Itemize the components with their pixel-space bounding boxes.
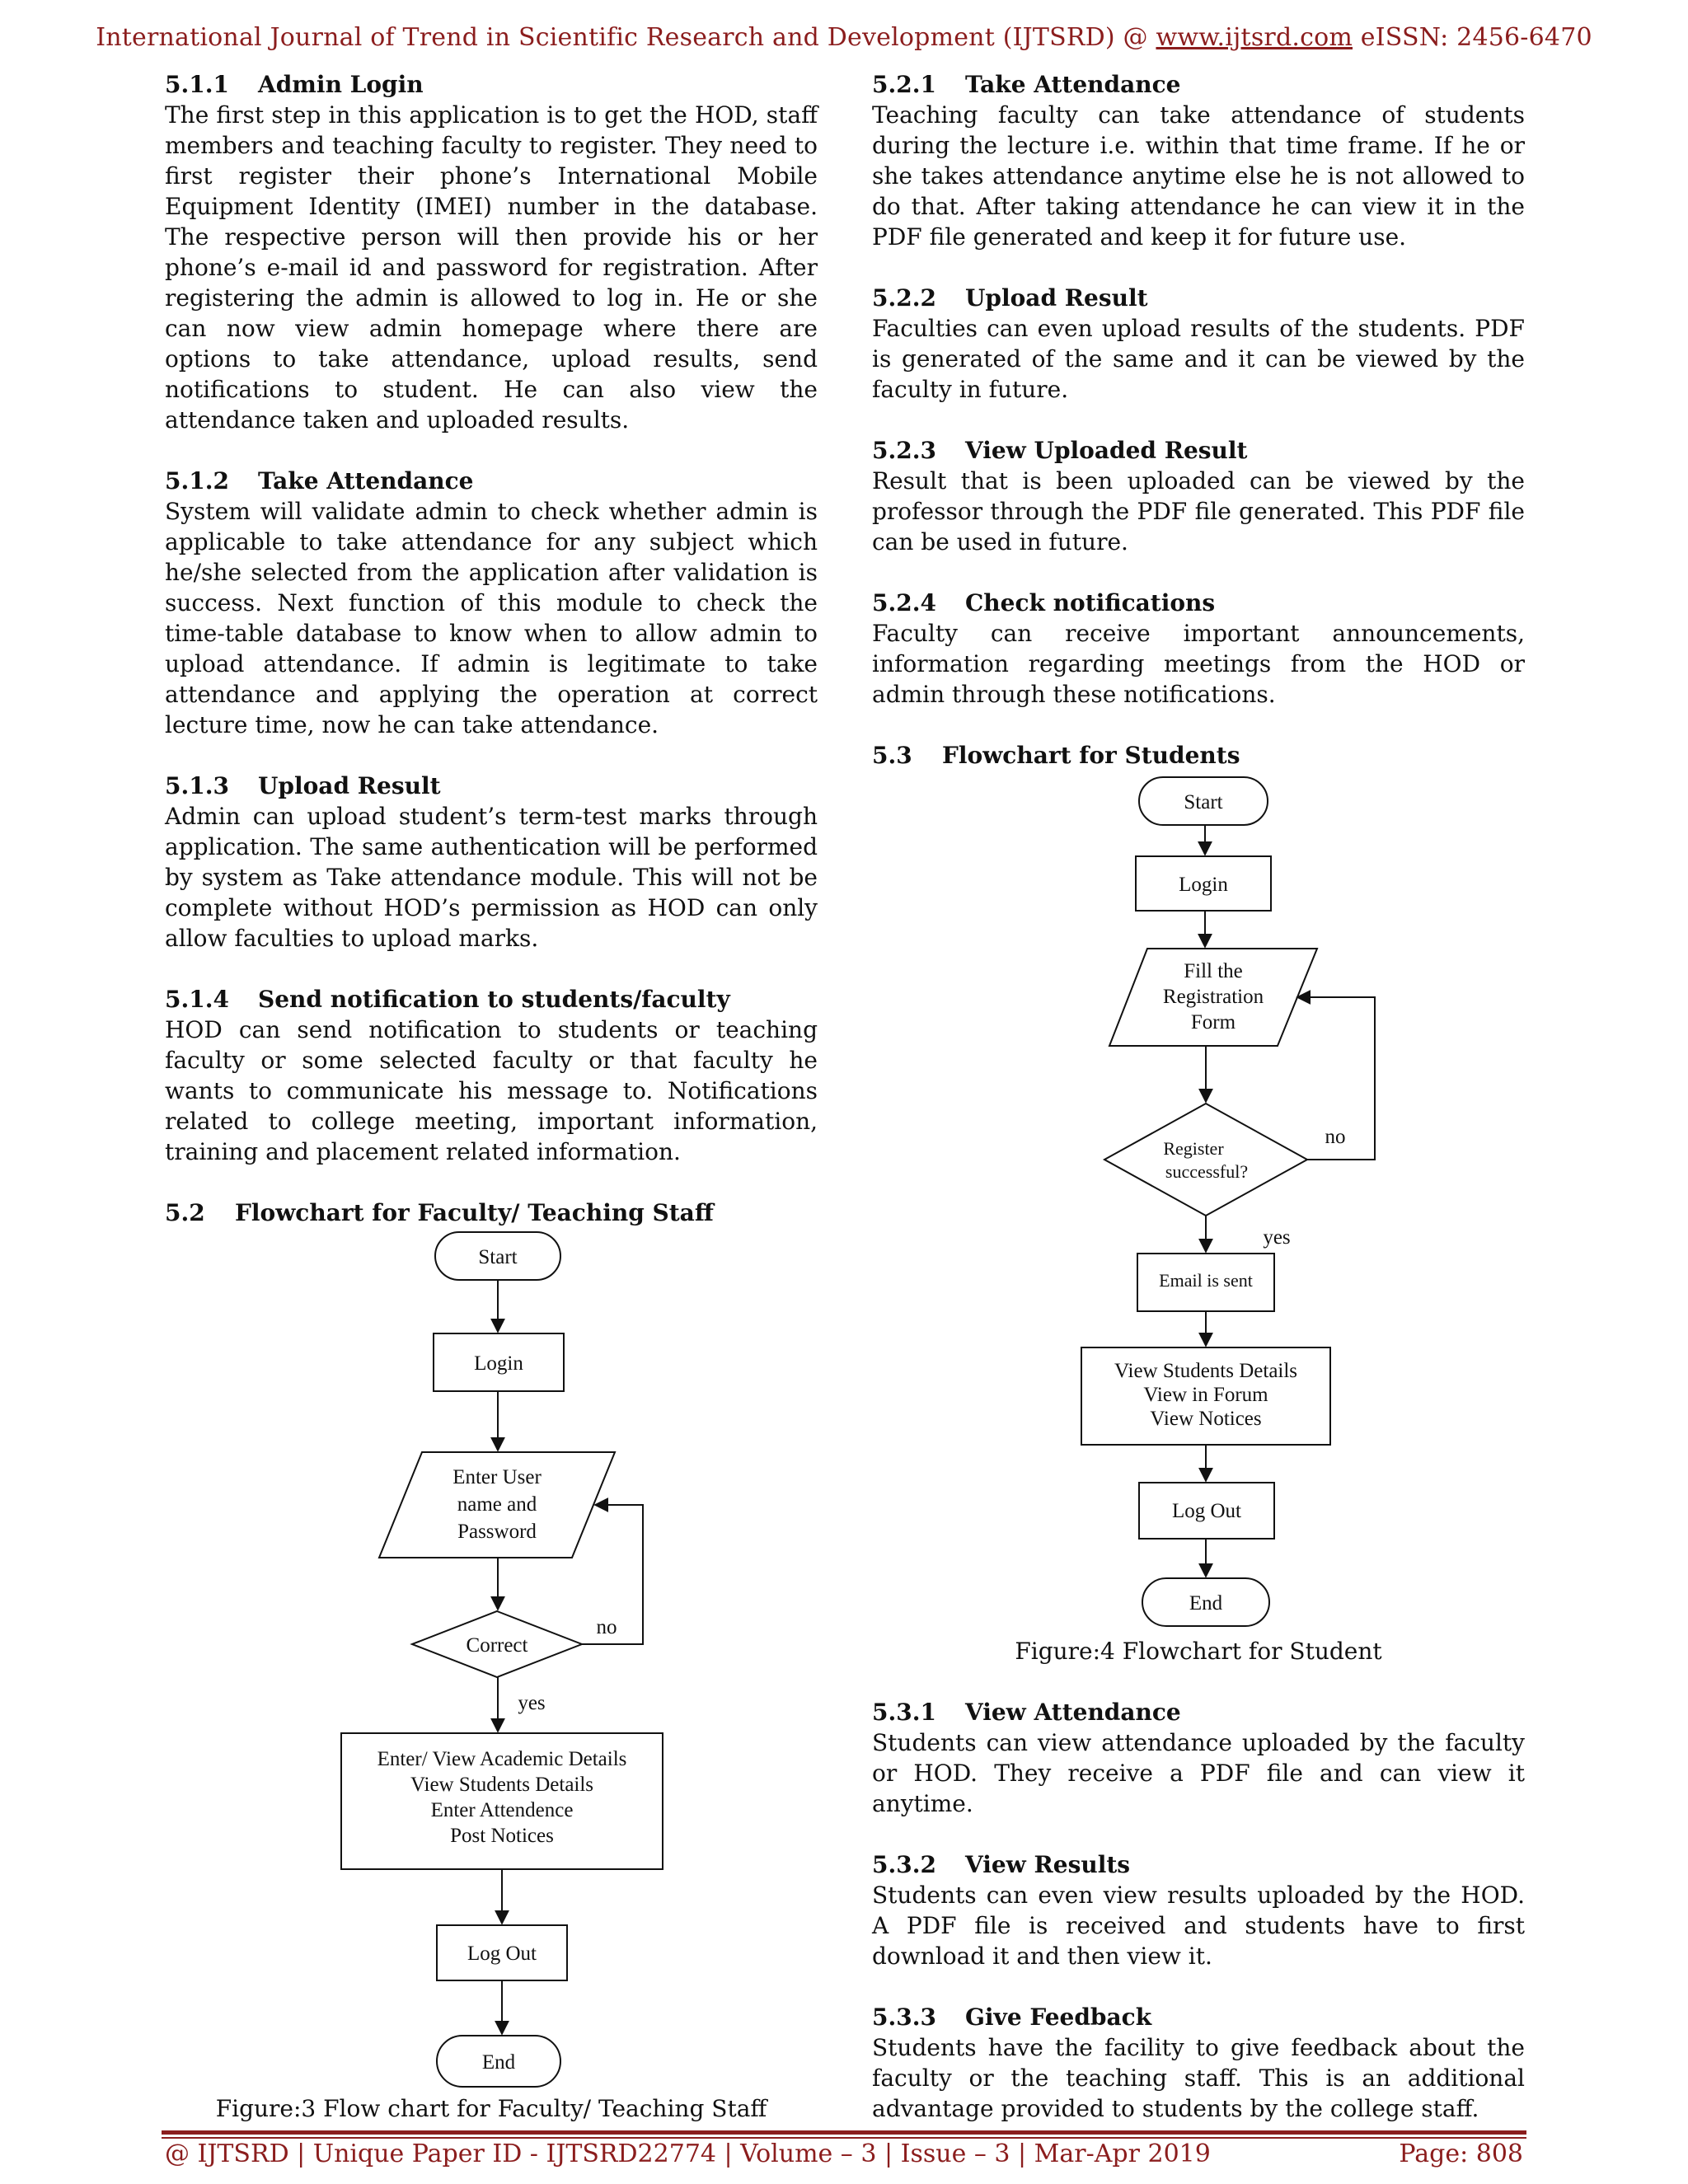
section-number: 5.1.3	[165, 772, 229, 799]
header-prefix: International Journal of Trend in Scientific Research and Development (IJTSRD) @	[96, 23, 1156, 52]
actions-label-line1: View Students Details	[1114, 1360, 1298, 1382]
section-heading	[165, 771, 818, 801]
decision-label-line2: successful?	[1165, 1161, 1249, 1182]
section-heading	[872, 588, 1525, 618]
student-flowchart-figure	[872, 771, 1525, 1636]
section-heading	[872, 435, 1525, 466]
section-heading	[872, 283, 1525, 313]
section-title: Send notification to students/faculty	[258, 986, 730, 1013]
login-label: Login	[474, 1352, 523, 1375]
section-heading	[165, 1197, 818, 1228]
no-label: no	[596, 1616, 617, 1638]
login-label: Login	[1179, 874, 1228, 896]
no-label: no	[1325, 1126, 1346, 1148]
section-title: View Uploaded Result	[965, 437, 1248, 464]
footer-rule-thin	[162, 2137, 1526, 2139]
section-5-3	[872, 740, 1525, 1666]
section-number: 5.2.1	[872, 71, 936, 98]
section-heading	[165, 466, 818, 496]
running-header	[0, 23, 1688, 52]
section-body: HOD can send notification to students or teaching faculty or some selected faculty or that faculty he wants to communicate his message to. Notifications related to college meeting, important information, training and placement related information.	[165, 1016, 818, 1165]
section-5-1-3	[165, 771, 818, 954]
input-label-line3: Password	[457, 1521, 537, 1543]
section-5-2	[165, 1197, 818, 2124]
yes-label: yes	[1263, 1226, 1291, 1249]
section-body: Faculty can receive important announcements, information regarding meetings from the HOD or admin through these notifications.	[872, 620, 1525, 708]
section-body: Students have the facility to give feedback about the faculty or the teaching staff. This is an additional advantage provided to students by the college staff.	[872, 2034, 1525, 2122]
section-heading	[872, 69, 1525, 100]
email-label: Email is sent	[1159, 1270, 1253, 1291]
actions-label-line3: Enter Attendence	[430, 1799, 574, 1821]
section-5-3-3	[872, 2002, 1525, 2124]
header-suffix: eISSN: 2456-6470	[1353, 23, 1592, 52]
section-body: System will validate admin to check whether admin is applicable to take attendance for any subject which he/she selected from the application after validation is success. Next function of this module to check the time-table database to know when to allow admin to upload attendance. If admin is legitimate to take attendance and applying the operation at correct lecture time, now he can take attendance.	[165, 498, 818, 738]
section-title: Flowchart for Students	[942, 742, 1240, 769]
section-body: Teaching faculty can take attendance of students during the lecture i.e. within that time frame. If he or she takes attendance anytime else he is not allowed to do that. After taking attendance he can view it in the PDF file generated and keep it for future use.	[872, 101, 1525, 251]
section-number: 5.2.4	[872, 589, 936, 616]
section-body: Result that is been uploaded can be viewed by the professor through the PDF file generated. This PDF file can be used in future.	[872, 467, 1525, 555]
input-label-line1: Enter User	[452, 1466, 542, 1488]
section-5-3-1	[872, 1697, 1525, 1819]
section-title: Give Feedback	[965, 2004, 1152, 2031]
logout-label: Log Out	[1171, 1500, 1242, 1522]
section-title: Take Attendance	[258, 467, 474, 494]
section-number: 5.2.3	[872, 437, 936, 464]
end-label: End	[481, 2051, 516, 2074]
figure-4-caption: Figure:4 Flowchart for Student	[1015, 1638, 1382, 1665]
input-label-line1: Fill the	[1184, 960, 1243, 982]
section-number: 5.3	[872, 742, 912, 769]
input-label-line3: Form	[1190, 1011, 1236, 1033]
footer-page-number: Page: 808	[1399, 2139, 1523, 2168]
start-label: Start	[478, 1246, 518, 1268]
section-title: Upload Result	[965, 284, 1148, 312]
footer-citation: @ IJTSRD | Unique Paper ID - IJTSRD22774 | Volume – 3 | Issue – 3 | Mar-Apr 2019	[165, 2139, 1211, 2168]
start-label: Start	[1184, 791, 1223, 813]
section-5-2-4	[872, 588, 1525, 710]
actions-label-line2: View in Forum	[1143, 1384, 1268, 1406]
section-body: Admin can upload student’s term-test marks through application. The same authentication will be performed by system as Take attendance module. This will not be complete without HOD’s permission as HOD can only allow faculties to upload marks.	[165, 803, 818, 952]
section-body: Faculties can even upload results of the students. PDF is generated of the same and it can be viewed by the faculty in future.	[872, 315, 1525, 403]
section-body: Students can even view results uploaded by the HOD. A PDF file is received and students have to first download it and then view it.	[872, 1882, 1525, 1970]
section-title: Check notifications	[965, 589, 1216, 616]
left-column	[165, 69, 818, 2124]
end-label: End	[1189, 1592, 1223, 1615]
section-number: 5.1.1	[165, 71, 229, 98]
register-decision-shape	[1104, 1104, 1307, 1216]
section-number: 5.3.1	[872, 1699, 936, 1726]
section-5-3-2	[872, 1849, 1525, 1971]
input-label-line2: Registration	[1162, 986, 1264, 1008]
decision-label-line1: Register	[1163, 1138, 1224, 1159]
section-body: The first step in this application is to get the HOD, staff members and teaching faculty to register. They need to first register their phone’s International Mobile Equipment Identity (IMEI) number in the database. The respective person will then provide his or her phone’s e-mail id and password for registration. After registering the admin is allowed to log in. He or she can now view admin homepage where there are options to take attendance, upload results, send notifications to student. He can also view the attendance taken and uploaded results.	[165, 101, 818, 434]
section-heading	[165, 69, 818, 100]
input-label-line2: name and	[457, 1493, 537, 1516]
faculty-flowchart	[165, 1228, 818, 2093]
section-title: Admin Login	[258, 71, 424, 98]
section-heading	[872, 1849, 1525, 1880]
footer-rule-thick	[162, 2130, 1526, 2135]
right-column	[872, 69, 1525, 2124]
faculty-flowchart-figure	[165, 1228, 818, 2093]
decision-label: Correct	[466, 1634, 528, 1657]
section-5-2-3	[872, 435, 1525, 557]
actions-label-line3: View Notices	[1150, 1408, 1262, 1430]
section-title: View Results	[965, 1851, 1131, 1878]
section-heading	[165, 984, 818, 1015]
figure-3-caption: Figure:3 Flow chart for Faculty/ Teaching Staff	[215, 2095, 767, 2122]
yes-label: yes	[518, 1692, 546, 1714]
section-title: Take Attendance	[965, 71, 1181, 98]
actions-label-line4: Post Notices	[450, 1825, 554, 1847]
student-flowchart	[872, 771, 1525, 1636]
section-5-1-1	[165, 69, 818, 435]
section-number: 5.1.4	[165, 986, 229, 1013]
section-heading	[872, 1697, 1525, 1727]
actions-label-line2: View Students Details	[410, 1774, 594, 1796]
journal-website-link[interactable]: www.ijtsrd.com	[1156, 23, 1353, 52]
section-heading	[872, 740, 1525, 771]
section-number: 5.3.3	[872, 2004, 936, 2031]
section-number: 5.2	[165, 1199, 205, 1226]
section-title: Upload Result	[258, 772, 441, 799]
actions-label-line1: Enter/ View Academic Details	[377, 1748, 627, 1770]
logout-label: Log Out	[467, 1943, 537, 1965]
section-number: 5.3.2	[872, 1851, 936, 1878]
section-5-2-2	[872, 283, 1525, 405]
section-number: 5.2.2	[872, 284, 936, 312]
section-title: Flowchart for Faculty/ Teaching Staff	[235, 1199, 714, 1226]
section-5-1-2	[165, 466, 818, 740]
section-heading	[872, 2002, 1525, 2032]
section-number: 5.1.2	[165, 467, 229, 494]
section-title: View Attendance	[965, 1699, 1181, 1726]
section-body: Students can view attendance uploaded by the faculty or HOD. They receive a PDF file and can view it anytime.	[872, 1729, 1525, 1817]
section-5-2-1	[872, 69, 1525, 252]
section-5-1-4	[165, 984, 818, 1167]
